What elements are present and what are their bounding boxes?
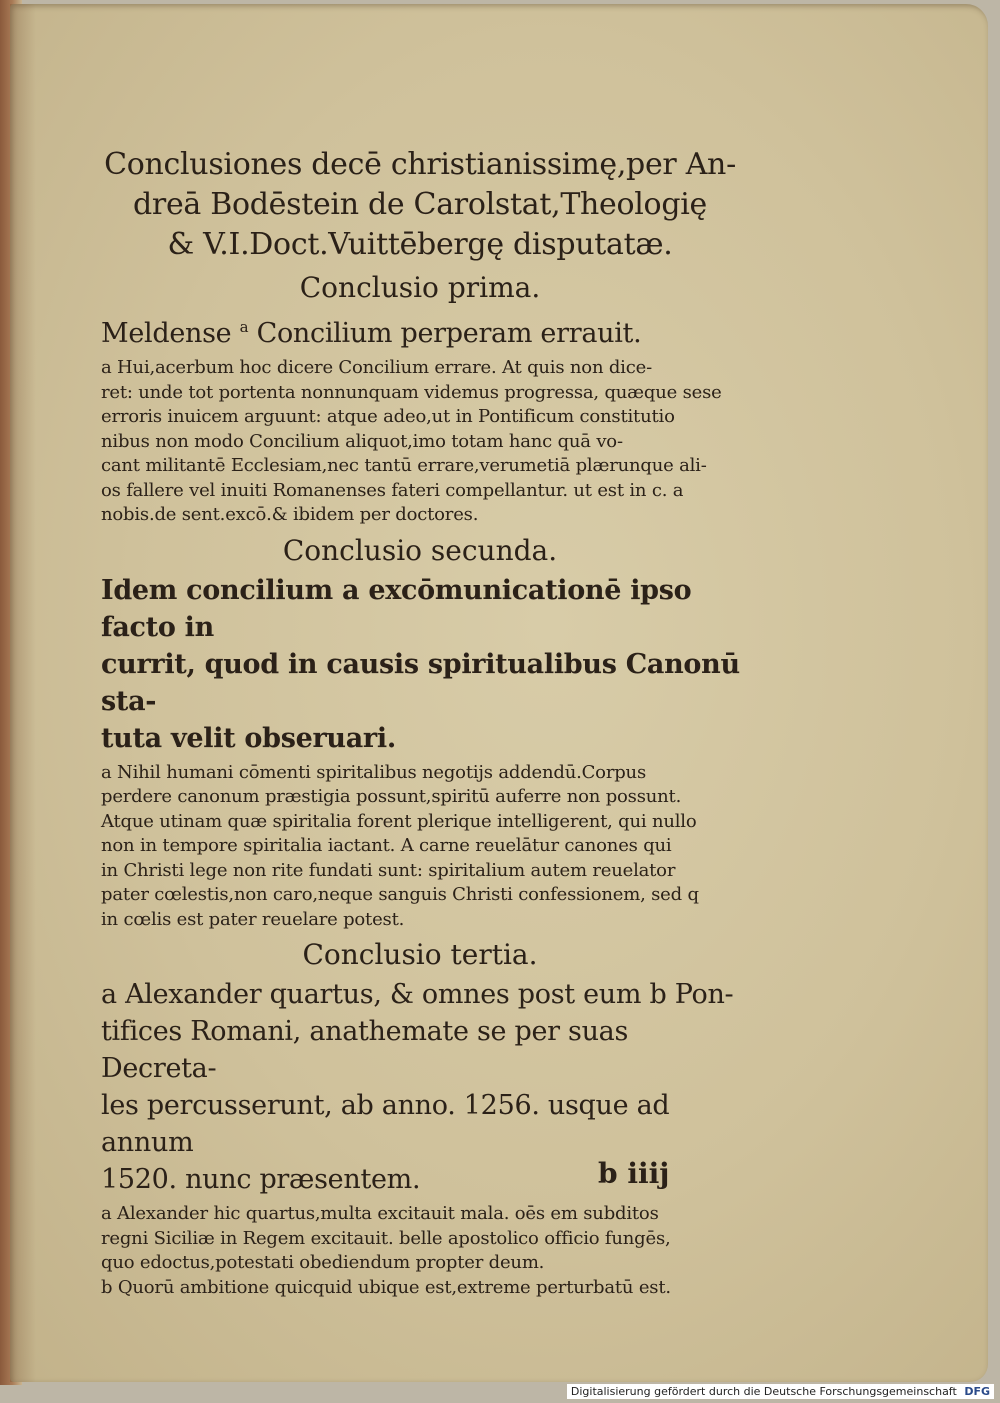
title-line-2: dreā Bodēstein de Carolstat,Theologię bbox=[133, 187, 707, 222]
title-line-3: & V.I.Doct.Vuittēbergę disputatæ. bbox=[167, 227, 673, 262]
thesis-line: a Alexander quartus, & omnes post eum b Pon- bbox=[101, 979, 734, 1010]
signature-mark: b iiij bbox=[598, 1157, 670, 1190]
note-line: in cœlis est pater reuelare potest. bbox=[101, 908, 405, 930]
conclusion-1-note bbox=[101, 356, 745, 528]
title-line-1: Conclusiones decē christianissimę,per An- bbox=[104, 147, 736, 182]
credit-text: Digitalisierung gefördert durch die Deutsche Forschungsgemeinschaft bbox=[570, 1385, 957, 1398]
thesis-line: tuta velit obseruari. bbox=[101, 722, 396, 754]
note-line: b Quorū ambitione quicquid ubique est,extreme perturbatū est. bbox=[101, 1276, 671, 1298]
note-line: perdere canonum præstigia possunt,spiritū auferre non possunt. bbox=[101, 786, 682, 807]
note-line: erroris inuicem arguunt: atque adeo,ut in Pontificum constitutio bbox=[101, 406, 675, 427]
title-block bbox=[95, 145, 745, 265]
thesis-rest: Concilium perperam errauit. bbox=[256, 318, 642, 349]
note-line: a Alexander hic quartus,multa excitauit mala. oēs em subditos bbox=[101, 1203, 659, 1224]
page-text bbox=[95, 145, 745, 1304]
conclusion-1-thesis bbox=[101, 309, 745, 352]
conclusion-3-note bbox=[101, 1202, 745, 1300]
conclusion-2-thesis bbox=[101, 572, 745, 757]
note-line: a Hui,acerbum hoc dicere Concilium errare. At quis non dice- bbox=[101, 357, 652, 378]
thesis-line: tifices Romani, anathemate se per suas Decreta- bbox=[101, 1016, 629, 1084]
dfg-logo: DFG bbox=[964, 1385, 990, 1398]
conclusion-3-title: Conclusio tertia. bbox=[302, 938, 538, 971]
note-line: ret: unde tot portenta nonnunquam videmus progressa, quæque sese bbox=[101, 381, 722, 403]
thesis-line: les percusserunt, ab anno. 1256. usque ad annum bbox=[101, 1090, 670, 1158]
thesis-line: currit, quod in causis spiritualibus Canonū sta- bbox=[101, 648, 740, 717]
digitization-credit bbox=[567, 1384, 994, 1399]
thesis-line: 1520. nunc præsentem. bbox=[101, 1164, 421, 1195]
note-line: non in tempore spiritalia iactant. A carne reuelātur canones qui bbox=[101, 835, 672, 856]
note-line: cant militantē Ecclesiam,nec tantū errare,verumetiā plærunque ali- bbox=[101, 455, 707, 476]
thesis-word: Meldense bbox=[101, 318, 232, 349]
thesis-line: Idem concilium a excōmunicationē ipso facto in bbox=[101, 574, 692, 643]
note-line: in Christi lege non rite fundati sunt: spiritalium autem reuelator bbox=[101, 859, 676, 881]
conclusion-2-title: Conclusio secunda. bbox=[282, 533, 558, 567]
note-line: Atque utinam quæ spiritalia forent plerique intelligerent, qui nullo bbox=[101, 810, 697, 832]
note-line: nibus non modo Concilium aliquot,imo totam hanc quā vo- bbox=[101, 430, 623, 452]
note-line: os fallere vel inuiti Romanenses fateri compellantur. ut est in c. a bbox=[101, 479, 684, 501]
note-line: quo edoctus,potestati obediendum propter deum. bbox=[101, 1252, 545, 1273]
note-line: pater cœlestis,non caro,neque sanguis Christi confessionem, sed q bbox=[101, 884, 699, 905]
conclusion-2-note bbox=[101, 761, 745, 933]
footnote-marker: a bbox=[239, 318, 249, 336]
note-line: regni Siciliæ in Regem excitauit. belle apostolico officio fungēs, bbox=[101, 1227, 671, 1249]
conclusion-1-title: Conclusio prima. bbox=[299, 271, 541, 304]
note-line: a Nihil humani cōmenti spiritalibus negotijs addendū.Corpus bbox=[101, 761, 646, 783]
page-gutter-shadow bbox=[10, 4, 36, 1382]
note-line: nobis.de sent.excō.& ibidem per doctores. bbox=[101, 504, 479, 525]
